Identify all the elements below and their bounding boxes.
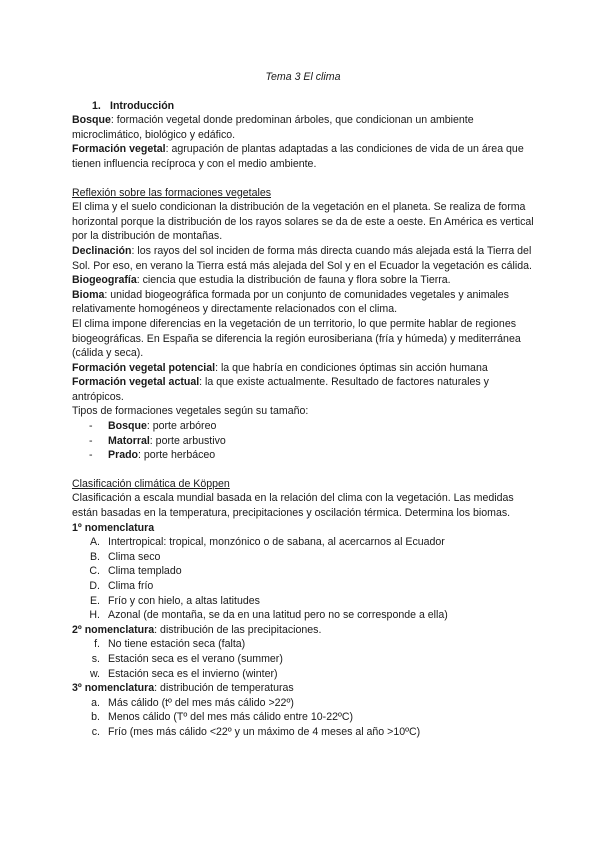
definition-biogeografia bbox=[72, 273, 534, 288]
item-text: Clima templado bbox=[108, 565, 182, 578]
item-text: : distribución de las precipitaciones. bbox=[154, 623, 322, 636]
term: 3º nomenclatura bbox=[72, 682, 155, 695]
list-marker: - bbox=[89, 449, 93, 462]
item-text: Menos cálido (Tº del mes más cálido entre 10-22ºC) bbox=[108, 711, 354, 724]
paragraph: El clima y el suelo condicionan la distribución de la vegetación en el planeta. Se realiza de forma horizontal porque la distribución de los rayos solares se da de este a oeste. En América es vertical por la distribución de montañas. bbox=[72, 201, 534, 243]
term: 1º nomenclatura bbox=[72, 521, 155, 534]
term: Matorral bbox=[108, 434, 150, 447]
list-item bbox=[72, 594, 534, 609]
item-text: Más cálido (tº del mes más cálido >22º) bbox=[108, 696, 294, 709]
nomenclatura-1 bbox=[72, 521, 534, 536]
list-item bbox=[72, 564, 534, 579]
list-marker: E. bbox=[89, 594, 100, 607]
list-item bbox=[72, 637, 534, 652]
list-item bbox=[72, 579, 534, 594]
definition-declinacion bbox=[72, 244, 534, 273]
definition-potencial bbox=[72, 361, 534, 376]
item-text: : porte herbáceo bbox=[138, 449, 216, 462]
item-text: : porte arbustivo bbox=[149, 434, 226, 447]
definition-text: : formación vegetal donde predominan árboles, que condicionan un ambiente microclimático, biológico y edáfico. bbox=[72, 114, 474, 141]
paragraph: Clasificación a escala mundial basada en la relación del clima con la vegetación. Las medidas están basadas en la temperatura, precipitaciones y oscilación térmica. Determina los biomas. bbox=[72, 492, 514, 520]
item-text: : distribución de temperaturas bbox=[154, 682, 294, 695]
section-number: 1. bbox=[92, 99, 101, 112]
definition-text: : ciencia que estudia la distribución de fauna y flora sobre la Tierra. bbox=[136, 274, 451, 287]
definition-text: : la que habría en condiciones óptimas sin acción humana bbox=[215, 361, 488, 374]
subheading-koppen: Clasificación climática de Köppen bbox=[72, 477, 230, 490]
list-marker: - bbox=[89, 420, 93, 433]
item-text: No tiene estación seca (falta) bbox=[108, 638, 246, 651]
list-item bbox=[72, 667, 534, 682]
list-nomenclatura-2 bbox=[72, 637, 534, 681]
subheading-reflexion: Reflexión sobre las formaciones vegetales bbox=[72, 186, 272, 199]
term: Formación vegetal actual bbox=[72, 376, 200, 389]
nomenclatura-2 bbox=[72, 623, 534, 638]
item-text: Estación seca es el invierno (winter) bbox=[108, 667, 278, 680]
nomenclatura-3 bbox=[72, 681, 534, 696]
definition-text: : la que existe actualmente. Resultado de factores naturales y antrópicos. bbox=[72, 376, 489, 403]
list-item bbox=[72, 725, 534, 740]
list-item bbox=[72, 448, 534, 463]
definition-text: : los rayos del sol inciden de forma más directa cuando más alejada está la Tierra del Sol. Por eso, en verano la Tierra está más alejada del Sol y en el Ecuador la vegetación es cálida. bbox=[72, 244, 532, 272]
list-item bbox=[72, 608, 534, 623]
term: Bosque bbox=[72, 114, 111, 127]
list-item bbox=[72, 535, 534, 550]
item-text: Frío (mes más cálido <22º y un máximo de 4 meses al año >10ºC) bbox=[108, 725, 421, 738]
list-marker: c. bbox=[91, 725, 100, 738]
term: Prado bbox=[108, 449, 139, 462]
list-nomenclatura-3 bbox=[72, 696, 534, 740]
term: Formación vegetal bbox=[72, 143, 166, 156]
item-text: Clima seco bbox=[108, 550, 161, 563]
list-item bbox=[72, 710, 534, 725]
list-item bbox=[72, 434, 534, 449]
list-marker: - bbox=[89, 434, 93, 447]
list-marker: H. bbox=[89, 609, 100, 622]
page-title: Tema 3 El clima bbox=[265, 71, 341, 83]
item-text: Intertropical: tropical, monzónico o de sabana, al acercarnos al Ecuador bbox=[108, 536, 445, 549]
definition-bioma bbox=[72, 288, 534, 317]
definition-bosque bbox=[72, 113, 534, 142]
term: Biogeografía bbox=[72, 274, 137, 287]
list-item bbox=[72, 419, 534, 434]
paragraph: Tipos de formaciones vegetales según su tamaño: bbox=[72, 405, 309, 418]
list-marker: a. bbox=[91, 696, 100, 709]
list-nomenclatura-1 bbox=[72, 535, 534, 623]
item-text: Clima frío bbox=[108, 580, 154, 592]
tipos-list bbox=[72, 419, 534, 463]
definition-actual bbox=[72, 375, 534, 404]
list-marker: C. bbox=[89, 565, 100, 578]
definition-formacion-vegetal bbox=[72, 142, 534, 171]
list-marker: A. bbox=[89, 536, 100, 549]
section-heading-introduccion bbox=[92, 99, 534, 114]
term: Declinación bbox=[72, 244, 132, 257]
list-item bbox=[72, 696, 534, 711]
term: 2º nomenclatura bbox=[72, 623, 155, 636]
list-marker: D. bbox=[89, 580, 100, 592]
list-marker: s. bbox=[91, 652, 100, 665]
list-item bbox=[72, 550, 534, 565]
item-text: Estación seca es el verano (summer) bbox=[108, 652, 283, 665]
term: Bioma bbox=[72, 288, 105, 301]
definition-text: : unidad biogeográfica formada por un conjunto de comunidades vegetales y animales relativamente homogéneos y directamente relacionados con el clima. bbox=[72, 288, 509, 316]
list-marker: b. bbox=[91, 711, 100, 724]
document-content bbox=[72, 70, 534, 740]
section-title: Introducción bbox=[110, 99, 175, 112]
item-text: Azonal (de montaña, se da en una latitud pero no se corresponde a ella) bbox=[108, 609, 448, 622]
term: Formación vegetal potencial bbox=[72, 361, 216, 374]
list-item bbox=[72, 652, 534, 667]
item-text: : porte arbóreo bbox=[146, 420, 217, 433]
term: Bosque bbox=[108, 420, 147, 433]
definition-text: : agrupación de plantas adaptadas a las condiciones de vida de un área que tienen influencia recíproca y con el medio ambiente. bbox=[72, 143, 524, 170]
list-marker: B. bbox=[89, 550, 100, 563]
list-marker: f. bbox=[94, 638, 100, 651]
item-text: Frío y con hielo, a altas latitudes bbox=[108, 594, 260, 607]
paragraph: El clima impone diferencias en la vegetación de un territorio, lo que permite hablar de regiones biogeográficas. En España se diferencia la región eurosiberiana (fría y húmeda) y mediterránea (cálida y seca). bbox=[72, 317, 521, 360]
list-marker: w. bbox=[89, 667, 100, 680]
